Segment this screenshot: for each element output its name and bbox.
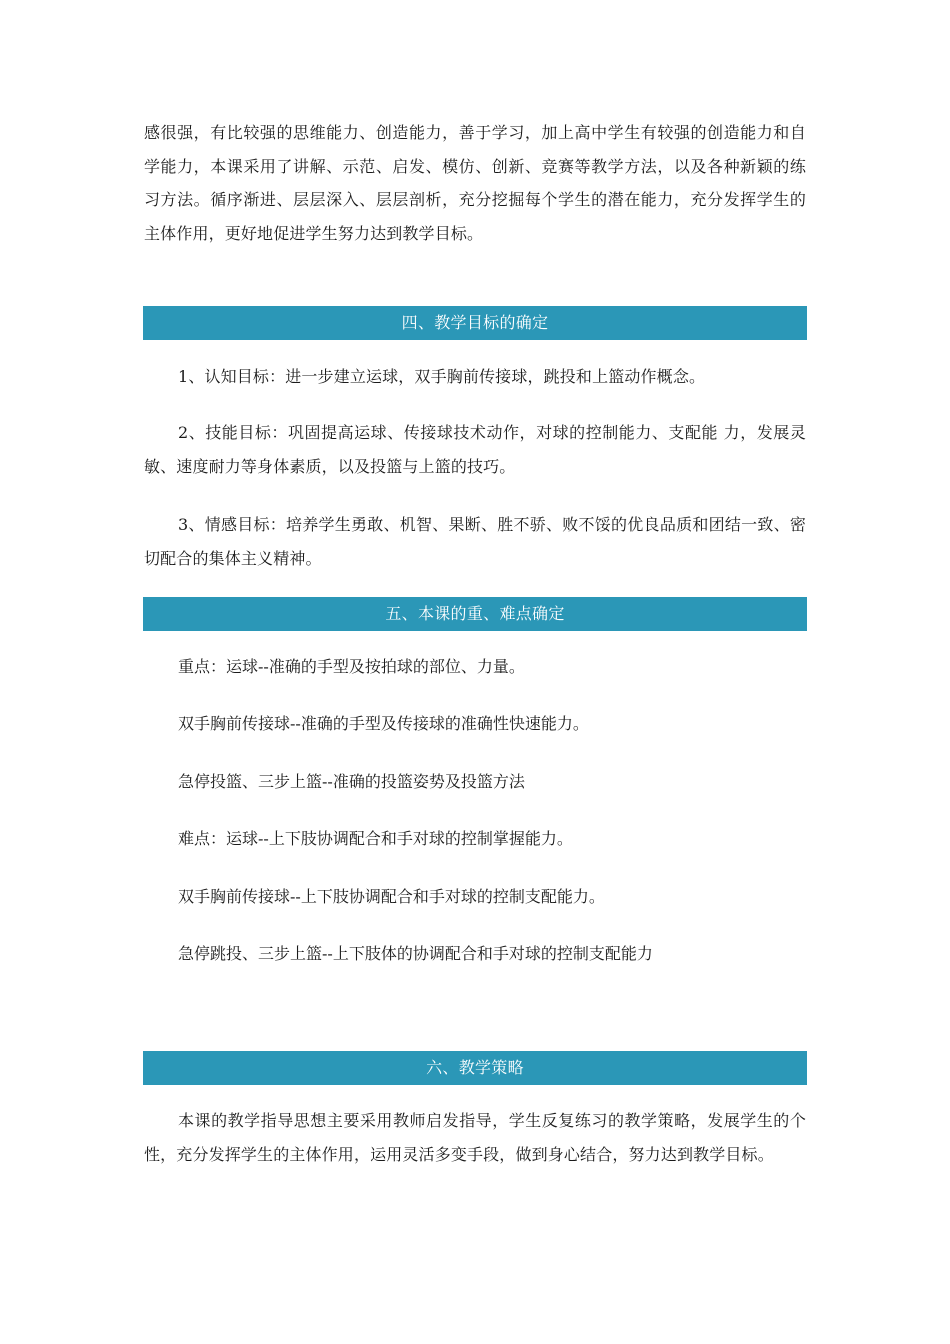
goal-cognitive: 1、认知目标：进一步建立运球，双手胸前传接球，跳投和上篮动作概念。 <box>178 367 706 386</box>
strategy-paragraph: 本课的教学指导思想主要采用教师启发指导，学生反复练习的教学策略，发展学生的个性，充分发挥学生的主体作用，运用灵活多变手段，做到身心结合，努力达到教学目标。 <box>144 1111 806 1164</box>
section-heading-teaching-strategy: 六、教学策略 <box>143 1051 807 1085</box>
section-heading-teaching-goals: 四、教学目标的确定 <box>143 306 807 340</box>
goal-emotional: 3、情感目标：培养学生勇敢、机智、果断、胜不骄、败不馁的优良品质和团结一致、密切配合的集体主义精神。 <box>144 515 806 568</box>
key-point-line: 重点：运球--准确的手型及按拍球的部位、力量。 <box>178 657 525 676</box>
intro-paragraph: 感很强，有比较强的思维能力、创造能力，善于学习，加上高中学生有较强的创造能力和自学能力，本课采用了讲解、示范、启发、模仿、创新、竞赛等教学方法，以及各种新颖的练习方法。循序渐进、层层深入、层层剖析，充分挖掘每个学生的潜在能力，充分发挥学生的主体作用，更好地促进学生努力达到教学目标。 <box>144 123 806 243</box>
key-point-line: 双手胸前传接球--准确的手型及传接球的准确性快速能力。 <box>178 714 589 733</box>
difficulty-line: 双手胸前传接球--上下肢协调配合和手对球的控制支配能力。 <box>178 887 605 906</box>
key-point-line: 急停投篮、三步上篮--准确的投篮姿势及投篮方法 <box>178 772 525 791</box>
difficulty-line: 难点：运球--上下肢协调配合和手对球的控制掌握能力。 <box>178 829 573 848</box>
difficulty-line: 急停跳投、三步上篮--上下肢体的协调配合和手对球的控制支配能力 <box>178 944 653 963</box>
goal-skill: 2、技能目标：巩固提高运球、传接球技术动作，对球的控制能力、支配能 力，发展灵敏、速度耐力等身体素质，以及投篮与上篮的技巧。 <box>144 423 806 476</box>
section-heading-key-points: 五、本课的重、难点确定 <box>143 597 807 631</box>
